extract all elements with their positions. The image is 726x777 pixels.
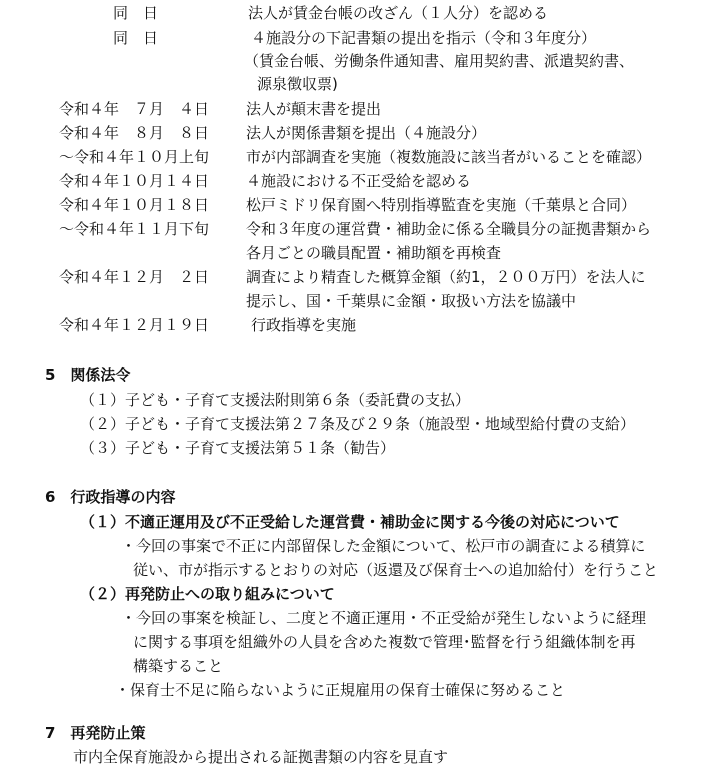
timeline-text: 提示し、国・千葉県に金額・取扱い方法を協議中: [246, 292, 577, 310]
timeline-text: ４施設分の下記書類の提出を指示（令和３年度分）: [251, 29, 597, 47]
timeline-text: 源泉徴収票): [257, 75, 338, 93]
timeline-date: ～令和４年１１月下旬: [59, 220, 210, 238]
section-heading: 7 再発防止策: [45, 724, 146, 742]
timeline-date: 令和４年 ７月 ４日: [59, 100, 210, 118]
timeline-date: 同 日: [113, 29, 159, 47]
timeline-text: 市が内部調査を実施（複数施設に該当者がいることを確認）: [246, 148, 652, 166]
list-item: （３）子ども・子育て支援法第５１条（勧告）: [80, 439, 396, 457]
paragraph-line: 従い、市が指示するとおりの対応（返還及び保育士への追加給付）を行うこと: [133, 561, 659, 579]
timeline-date: 同 日: [113, 4, 159, 22]
list-item: （１）子ども・子育て支援法附則第６条（委託費の支払）: [80, 391, 471, 409]
timeline-text: 令和３年度の運営費・補助金に係る全職員分の証拠書類から: [246, 220, 652, 238]
paragraph-line: 市内全保育施設から提出される証拠書類の内容を見直す: [73, 748, 449, 766]
list-item: （２）子ども・子育て支援法第２７条及び２９条（施設型・地域型給付費の支給）: [80, 415, 636, 433]
section-heading: 5 関係法令: [45, 366, 131, 384]
timeline-text: ４施設における不正受給を認める: [246, 172, 472, 190]
timeline-text: 各月ごとの職員配置・補助額を再検査: [246, 244, 502, 262]
timeline-date: 令和４年１０月１４日: [59, 172, 210, 190]
paragraph-line: ・今回の事案を検証し、二度と不適正運用・不正受給が発生しないように経理: [121, 609, 647, 627]
timeline-date: 令和４年１２月１９日: [59, 316, 210, 334]
timeline-text: （賃金台帳、労働条件通知書、雇用契約書、派遣契約書、: [244, 52, 635, 70]
timeline-text: 松戸ミドリ保育園へ特別指導監査を実施（千葉県と合同）: [246, 196, 637, 214]
timeline-date: 令和４年 ８月 ８日: [59, 124, 210, 142]
timeline-text: 法人が関係書類を提出（４施設分）: [246, 124, 487, 142]
paragraph-line: に関する事項を組織外の人員を含めた複数で管理･監督を行う組織体制を再: [133, 633, 636, 651]
subsection-title: （１）不適正運用及び不正受給した運営費・補助金に関する今後の対応について: [80, 513, 620, 531]
paragraph-line: ・保育士不足に陥らないように正規雇用の保育士確保に努めること: [115, 681, 566, 699]
timeline-text: 法人が顛末書を提出: [246, 100, 382, 118]
timeline-date: 令和４年１０月１８日: [59, 196, 210, 214]
timeline-text: 行政指導を実施: [251, 316, 357, 334]
paragraph-line: ・今回の事案で不正に内部留保した金額について、松戸市の調査による積算に: [121, 537, 646, 555]
timeline-text: 調査により精査した概算金額（約1，２００万円）を法人に: [246, 268, 646, 286]
section-heading: 6 行政指導の内容: [45, 488, 176, 506]
paragraph-line: 構築すること: [133, 657, 224, 675]
timeline-date: 令和４年１２月 ２日: [59, 268, 210, 286]
timeline-text: 法人が賃金台帳の改ざん（１人分）を認める: [248, 4, 549, 22]
timeline-date: ～令和４年１０月上旬: [59, 148, 210, 166]
subsection-title: （２）再発防止への取り組みについて: [80, 585, 335, 603]
